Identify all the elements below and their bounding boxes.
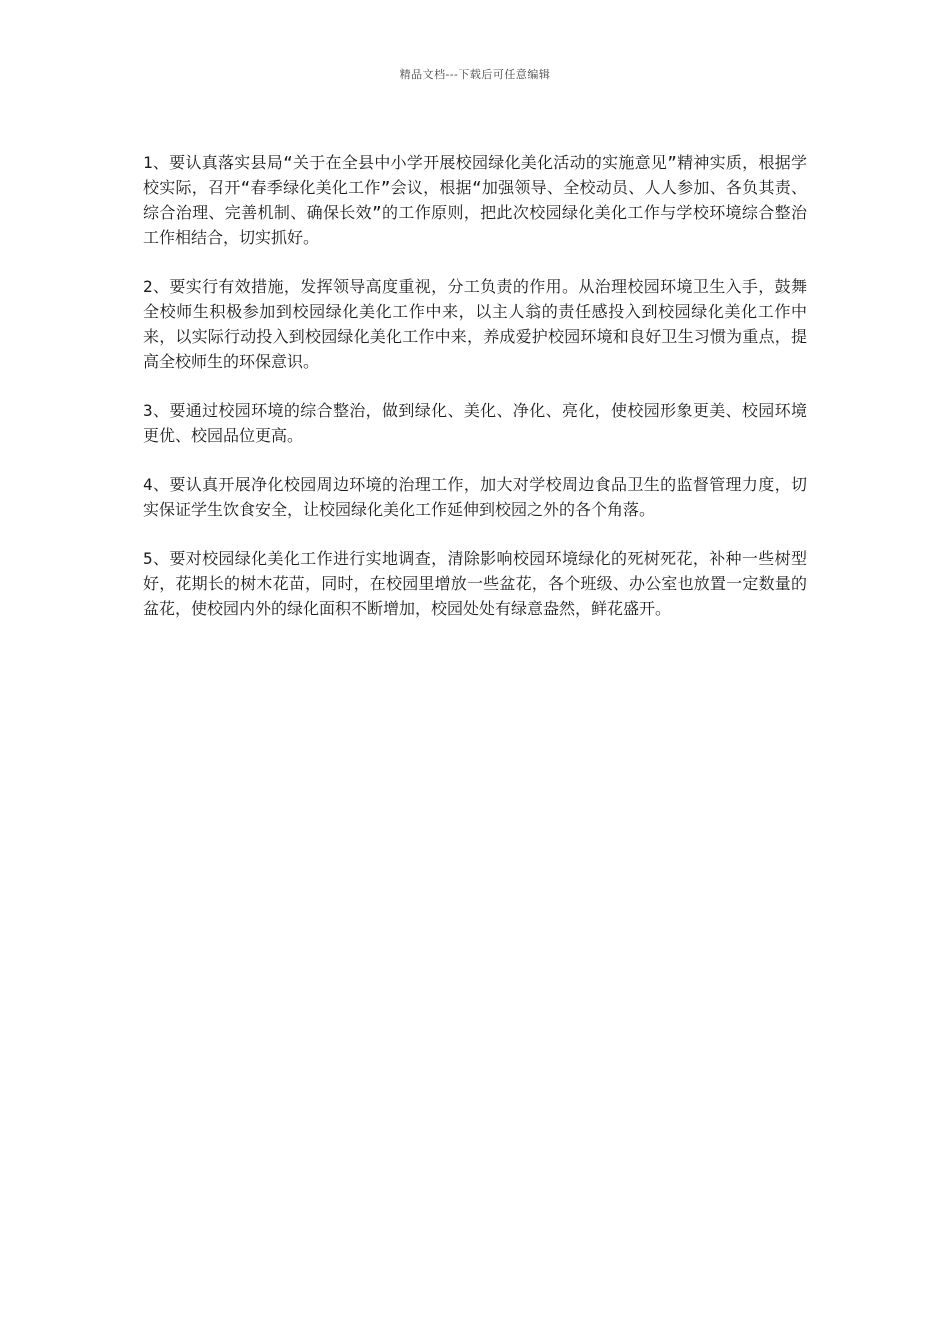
paragraph-3: 3、要通过校园环境的综合整治，做到绿化、美化、净化、亮化，使校园形象更美、校园环境更优、校园品位更高。 <box>143 401 807 445</box>
paragraph-1: 1、要认真落实县局“关于在全县中小学开展校园绿化美化活动的实施意见”精神实质，根据学校实际，召开“春季绿化美化工作”会议，根据“加强领导、全校动员、人人参加、各负其责、综合治理、完善机制、确保长效”的工作原则，把此次校园绿化美化工作与学校环境综合整治工作相结合，切实抓好。 <box>143 153 807 247</box>
paragraph-2: 2、要实行有效措施，发挥领导高度重视，分工负责的作用。从治理校园环境卫生入手，鼓舞全校师生积极参加到校园绿化美化工作中来，以主人翁的责任感投入到校园绿化美化工作中来，以实际行动投入到校园绿化美化工作中来，养成爱护校园环境和良好卫生习惯为重点，提高全校师生的环保意识。 <box>143 277 807 371</box>
document-body <box>143 150 807 645</box>
paragraph-5: 5、要对校园绿化美化工作进行实地调查，清除影响校园环境绿化的死树死花，补种一些树型好，花期长的树木花苗，同时，在校园里增放一些盆花，各个班级、办公室也放置一定数量的盆花，使校园内外的绿化面积不断增加，校园处处有绿意盎然，鲜花盛开。 <box>143 549 807 618</box>
paragraph-4: 4、要认真开展净化校园周边环境的治理工作，加大对学校周边食品卫生的监督管理力度，切实保证学生饮食安全，让校园绿化美化工作延伸到校园之外的各个角落。 <box>143 475 807 519</box>
page-header: 精品文档---下载后可任意编辑 <box>399 68 551 81</box>
